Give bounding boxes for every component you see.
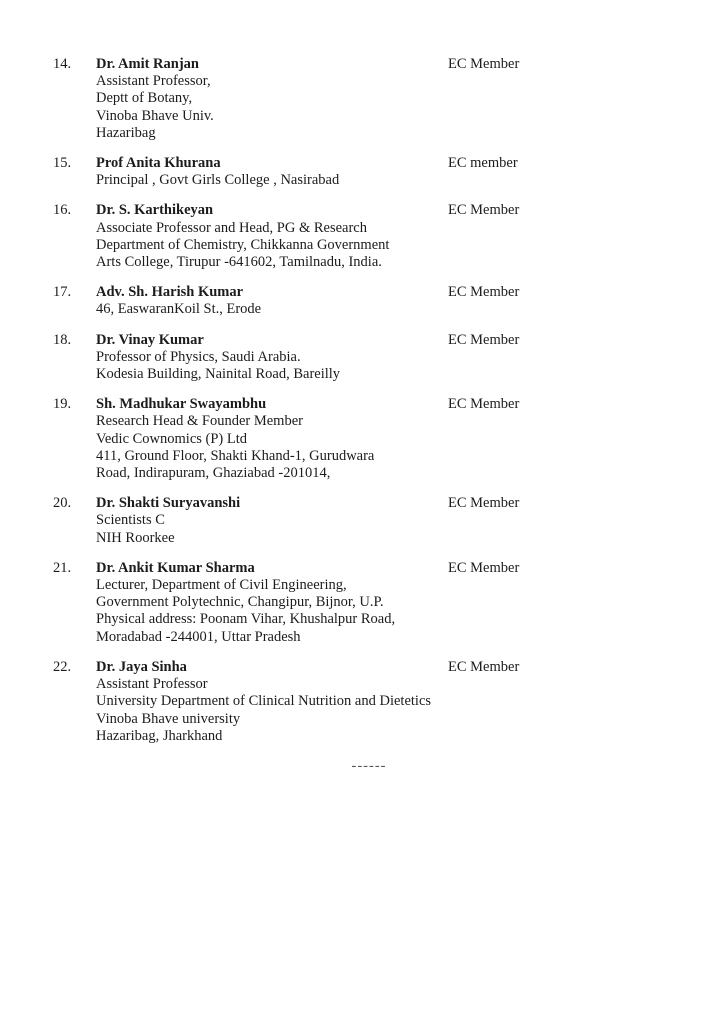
member-entry	[53, 155, 685, 189]
member-role: EC Member	[448, 56, 520, 72]
member-detail-line: Department of Chemistry, Chikkanna Government	[96, 236, 390, 253]
footer-separator: ------	[351, 757, 387, 774]
member-detail-line: Scientists C	[96, 512, 165, 529]
member-detail-line: Physical address: Poonam Vihar, Khushalpur Road,	[96, 611, 396, 628]
member-entry	[53, 659, 685, 745]
member-role: EC Member	[448, 202, 520, 219]
member-name: Dr. Jaya Sinha	[96, 658, 187, 675]
entry-details	[96, 332, 448, 384]
entry-number: 16.	[53, 202, 72, 219]
entry-details	[96, 560, 448, 646]
member-role: EC Member	[448, 495, 520, 512]
member-detail-line: Kodesia Building, Nainital Road, Bareilly	[96, 366, 341, 383]
member-entry	[53, 202, 685, 271]
member-detail-line: Deptt of Botany,	[96, 90, 193, 107]
member-entry	[53, 560, 685, 646]
member-detail-line: Moradabad -244001, Uttar Pradesh	[96, 628, 301, 645]
member-role: EC Member	[448, 658, 520, 675]
entry-details	[96, 396, 448, 482]
entry-number: 20.	[53, 495, 72, 512]
member-name: Dr. Shakti Suryavanshi	[96, 495, 241, 512]
member-role: EC member	[448, 155, 518, 172]
member-detail-line: Lecturer, Department of Civil Engineering,	[96, 577, 347, 594]
member-role: EC Member	[448, 331, 520, 348]
entry-number: 17.	[53, 284, 72, 301]
entry-details	[96, 495, 448, 547]
entry-details	[96, 56, 448, 142]
entry-number: 19.	[53, 396, 72, 413]
member-detail-line: Principal , Govt Girls College , Nasirabad	[96, 172, 340, 189]
member-detail-line: NIH Roorkee	[96, 529, 175, 546]
member-entry	[53, 332, 685, 384]
member-name: Dr. Ankit Kumar Sharma	[96, 559, 255, 576]
member-name: Dr. Vinay Kumar	[96, 331, 204, 348]
member-detail-line: Arts College, Tirupur -641602, Tamilnadu, India.	[96, 254, 382, 271]
ec-member-list	[53, 56, 685, 745]
member-entry	[53, 284, 685, 318]
member-role: EC Member	[448, 396, 520, 413]
member-entry	[53, 396, 685, 482]
entry-details	[96, 659, 448, 745]
member-detail-line: Associate Professor and Head, PG & Research	[96, 219, 367, 236]
member-name: Dr. S. Karthikeyan	[96, 202, 214, 219]
entry-details	[96, 284, 448, 318]
entry-number: 22.	[53, 658, 72, 675]
entry-details	[96, 155, 448, 189]
member-detail-line: Vinoba Bhave Univ.	[96, 107, 214, 124]
member-detail-line: Professor of Physics, Saudi Arabia.	[96, 348, 301, 365]
entry-number: 14.	[53, 56, 72, 72]
entry-number: 15.	[53, 155, 72, 172]
member-detail-line: Assistant Professor	[96, 676, 208, 693]
member-detail-line: Assistant Professor,	[96, 73, 211, 90]
member-entry	[53, 56, 685, 142]
entry-details	[96, 202, 448, 271]
member-detail-line: 411, Ground Floor, Shakti Khand-1, Gurudwara	[96, 447, 375, 464]
member-detail-line: Vedic Cownomics (P) Ltd	[96, 430, 248, 447]
member-detail-line: Hazaribag	[96, 124, 156, 141]
member-detail-line: 46, EaswaranKoil St., Erode	[96, 301, 262, 318]
member-name: Prof Anita Khurana	[96, 155, 221, 172]
member-detail-line: Road, Indirapuram, Ghaziabad -201014,	[96, 465, 331, 482]
member-detail-line: Government Polytechnic, Changipur, Bijnor, U.P.	[96, 594, 384, 611]
entry-number: 18.	[53, 331, 72, 348]
member-entry	[53, 495, 685, 547]
member-role: EC Member	[448, 284, 520, 301]
member-role: EC Member	[448, 559, 520, 576]
member-name: Dr. Amit Ranjan	[96, 56, 199, 72]
member-name: Adv. Sh. Harish Kumar	[96, 284, 244, 301]
member-detail-line: University Department of Clinical Nutrition and Dietetics	[96, 693, 432, 710]
member-name: Sh. Madhukar Swayambhu	[96, 396, 267, 413]
member-detail-line: Research Head & Founder Member	[96, 413, 303, 430]
entry-number: 21.	[53, 559, 72, 576]
member-detail-line: Vinoba Bhave university	[96, 710, 241, 727]
member-detail-line: Hazaribag, Jharkhand	[96, 727, 223, 744]
